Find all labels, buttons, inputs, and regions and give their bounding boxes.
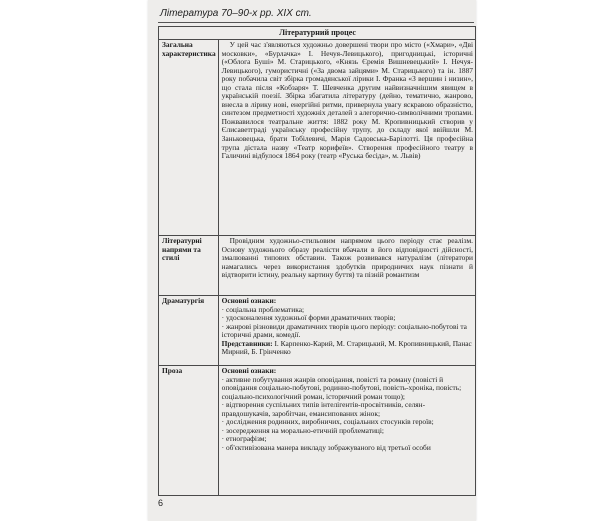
page-number: 6 bbox=[158, 498, 164, 508]
row-content bbox=[218, 366, 475, 496]
row-content bbox=[218, 40, 475, 236]
representatives-label: Представники: bbox=[221, 338, 273, 348]
representatives bbox=[222, 340, 473, 357]
row-content bbox=[218, 296, 475, 366]
features-list bbox=[222, 376, 473, 453]
literary-process-table bbox=[158, 26, 476, 496]
list-item: · зосередження на морально-етичній проблематиці; bbox=[222, 427, 473, 436]
features-title: Основні ознаки: bbox=[221, 366, 277, 375]
list-item: · дослідження родинних, виробничих, соціальних стосунків героїв; bbox=[222, 418, 473, 427]
table-row bbox=[159, 236, 476, 296]
table-caption: Літературний процес bbox=[159, 27, 476, 40]
representatives-names: І. Карпенко-Карий, М. Старицький, М. Кропивницький, Панас Мирний, Б. Грінченко bbox=[221, 338, 472, 357]
row-heading: Драматургія bbox=[159, 296, 219, 366]
row-heading: Проза bbox=[159, 366, 219, 496]
table-row bbox=[159, 366, 476, 496]
row-heading: Загальна характеристика bbox=[159, 40, 219, 236]
table-row bbox=[159, 40, 476, 236]
book-page bbox=[148, 0, 476, 521]
list-item: · активне побутування жанрів оповідання, повісті та роману (повісті й оповідання соціально-побутові, родинно-побутові, повість-хроніка, повість; соціально-психологічний роман, історичний роман тощо); bbox=[222, 376, 473, 402]
features-list bbox=[222, 306, 473, 340]
list-item: · соціальна проблематика; bbox=[222, 306, 473, 315]
list-item: · об'єктивізована манера викладу зображуваного від третьої особи bbox=[222, 444, 473, 453]
list-item: · відтворення суспільних типів інтелігентів-просвітників, селян-правдошукачів, заробітчан, емансипованих жінок; bbox=[222, 401, 473, 418]
row-content bbox=[218, 236, 475, 296]
table-row bbox=[159, 296, 476, 366]
header-text: Література 70–90-х рр. ХІХ ст. bbox=[160, 8, 312, 19]
features-title: Основні ознаки: bbox=[221, 296, 277, 305]
row-heading: Літературні напрями та стилі bbox=[159, 236, 219, 296]
paragraph: Провідним художньо-стильовим напрямом цього періоду стає реалізм. Основу художнього образу реалісти вбачали в його відповідності дійсності, змалюванні типових обставин. Також розвивався натуралізм (літератори намагались через використання здобутків природничих наук пізнати й відтворити істину, реальну картину буття) та пізній романтизм bbox=[221, 236, 473, 280]
running-header bbox=[158, 6, 474, 23]
list-item: · жанрові різновиди драматичних творів цього періоду: соціально-побутові та історичні драми, комедії. bbox=[222, 323, 473, 340]
list-item: · етнографізм; bbox=[222, 435, 473, 444]
list-item: · удосконалення художньої форми драматичних творів; bbox=[222, 314, 473, 323]
table-caption-row bbox=[159, 27, 476, 40]
paragraph: У цей час з'являються художньо довершені твори про місто («Хмари», «Дві московки», «Бурлачка» І. Нечуя-Левицького), пригодницькі, історичні («Облога Буші» М. Старицького, «Князь Єремія Вишневецький» І. Нечуя-Левицького), гумористичні («За двома зайцями» М. Старицького) та ін. 1887 року побачила світ збірка громадянської лірики І. Франка «З вершин і низин», що стала після «Кобзаря» Т. Шевченка другим найвизначнішим явищем в українській поезії. Збірка збагатила літературу (дейно, тематично, жанрово, внесла в лірику нові, енергійні ритми, привернула увагу яскравою образністю, синтезом предметності художніх деталей з алегорично-символічними тропами. Пожвавилося театральне життя: 1882 року М. Кропивницький створив у Єлисаветграді українську професійну трупу, до складу якої ввійшли М. Заньковецька, брати Тобілевичі, Марія Садовська-Барілотті. Ця професійна трупа дістала назву «Театр корифеїв». Створення професійного театру в Галичині відбулося 1864 року (театр «Руська бесіда», м. Львів) bbox=[221, 40, 473, 161]
